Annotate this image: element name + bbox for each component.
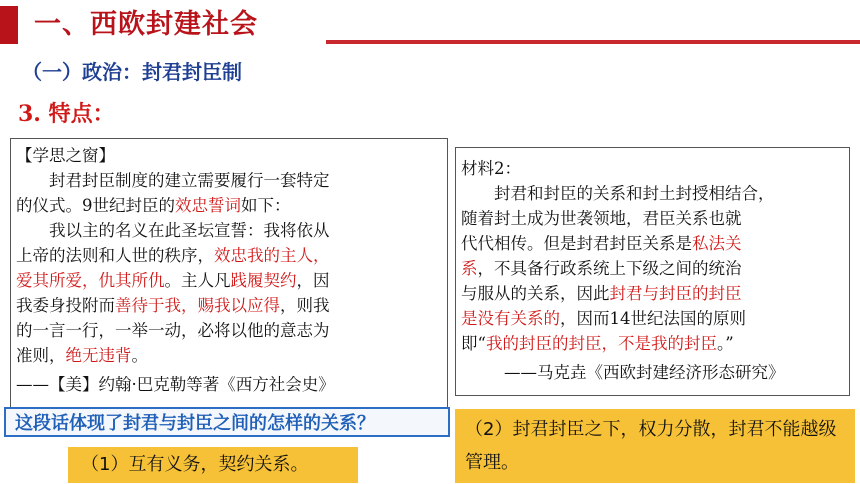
text-line [16, 270, 330, 292]
highlighted-text: 践履契约 [230, 271, 297, 290]
body-text: ，不具备行政系统上下级之间的统治 [477, 259, 742, 278]
body-text: 随着封土成为世袭领地，君臣关系也就 [461, 209, 742, 228]
text-line [461, 258, 742, 280]
text-line [49, 220, 330, 242]
citation-line [504, 362, 785, 384]
text-line [49, 170, 330, 192]
material-2-box [455, 147, 850, 396]
text-line [461, 208, 742, 230]
text-line [461, 233, 742, 255]
title-accent-bar [0, 6, 18, 44]
body-text: 封君和封臣的关系和封土封授相结合， [494, 184, 775, 203]
body-text: 。” [716, 334, 734, 353]
body-text: 即“ [461, 334, 486, 353]
highlighted-text: 我的封臣的封臣，不是我的封臣 [485, 334, 717, 353]
body-text: 的一言一行，一举一动，必将以他的意志为 [16, 321, 330, 340]
body-text: ——【美】约翰·巴克勒等著《西方社会史》 [16, 375, 335, 394]
body-text: ，因 [296, 271, 330, 290]
point-title: 3. 特点： [18, 101, 115, 127]
body-text: 我委身投附而 [16, 296, 115, 315]
text-line [16, 345, 148, 367]
body-text: ——马克垚《西欧封建经济形态研究》 [504, 363, 785, 382]
body-text: 与服从的关系，因此 [461, 284, 610, 303]
question-box: 这段话体现了封君与封臣之间的怎样的关系？ [4, 407, 450, 437]
body-text: 上帝的法则和人世的秩序， [16, 246, 214, 265]
section-title: （一）政治：封君封臣制 [22, 60, 242, 84]
text-line [16, 320, 330, 342]
body-text: ，则我 [280, 296, 330, 315]
citation-line [16, 374, 335, 396]
answer-1-box: （1）互有义务，契约关系。 [68, 447, 358, 483]
highlighted-text: 是没有关系的 [461, 309, 560, 328]
text-line [16, 195, 291, 217]
highlighted-text: 效忠誓词 [175, 196, 241, 215]
text-line [16, 295, 330, 317]
body-text: 封君封臣制度的建立需要履行一套特定 [49, 171, 330, 190]
text-line [461, 283, 742, 305]
text-line [16, 145, 115, 167]
body-text: 代代相传。但是封君封臣关系是 [461, 234, 692, 253]
body-text: 。主人凡 [164, 271, 231, 290]
study-window-box [10, 138, 448, 408]
highlighted-text: 爱其所爱，仇其所仇 [16, 271, 165, 290]
body-text: 如下： [241, 196, 291, 215]
highlighted-text: 绝无违背 [65, 346, 132, 365]
highlighted-text: 私法关 [692, 234, 742, 253]
body-text: 。 [131, 346, 148, 365]
title-underline [326, 40, 860, 44]
highlighted-text: 系 [461, 259, 478, 278]
body-text: 我以主的名义在此圣坛宣誓：我将依从 [49, 221, 330, 240]
text-line [16, 245, 330, 267]
text-line [461, 333, 734, 355]
highlighted-text: 封君与封臣的封臣 [609, 284, 742, 303]
title-bar [0, 6, 860, 44]
answer-2-box: （2）封君封臣之下，权力分散，封君不能越级管理。 [455, 409, 855, 483]
body-text: 材料2： [461, 159, 521, 178]
highlighted-text: 效忠我的主人， [214, 246, 330, 265]
body-text: 【学思之窗】 [16, 146, 115, 165]
body-text: 的仪式。9世纪封臣的 [16, 196, 175, 215]
text-line [461, 158, 521, 180]
text-line [494, 183, 775, 205]
body-text: 准则， [16, 346, 66, 365]
page-title: 一、西欧封建社会 [34, 9, 258, 40]
highlighted-text: 善待于我，赐我以应得 [115, 296, 280, 315]
text-line [461, 308, 746, 330]
body-text: ，因而14世纪法国的原则 [560, 309, 746, 328]
